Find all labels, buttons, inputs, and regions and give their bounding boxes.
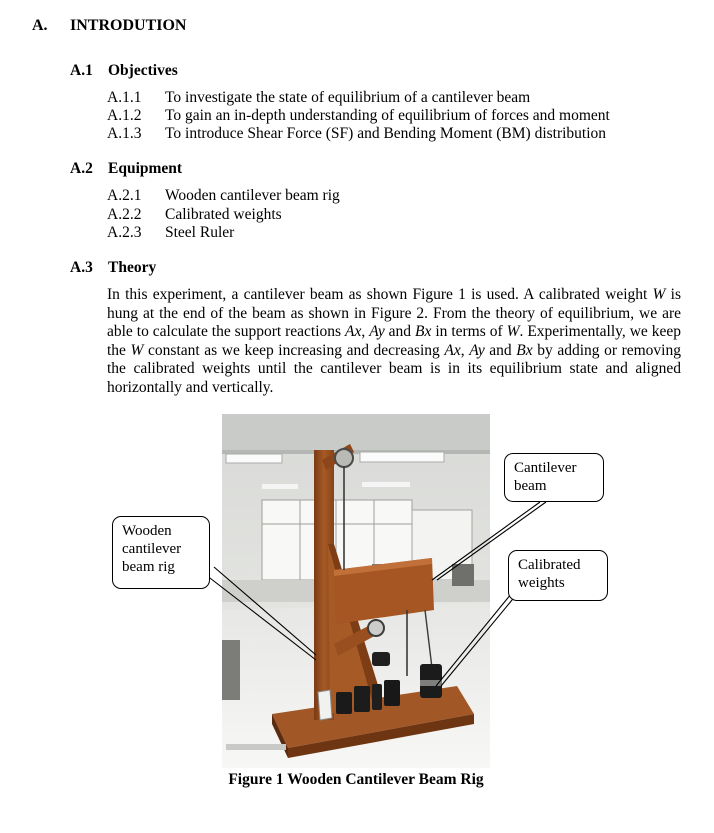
- symbol-w: W: [652, 286, 666, 303]
- section-letter: A.: [32, 17, 48, 34]
- callout-rig: Wooden cantilever beam rig: [112, 516, 210, 589]
- theory-text: In this experiment, a cantilever beam as shown Figure 1 is used. A calibrated weight: [107, 286, 653, 303]
- equipment-number: A.2: [70, 160, 93, 177]
- objectives-number: A.1: [70, 62, 93, 79]
- equipment-item-text: Steel Ruler: [165, 224, 235, 241]
- objective-item-number: A.1.2: [107, 107, 142, 124]
- symbol-w: W: [506, 323, 520, 341]
- section-title: INTRODUTION: [70, 17, 187, 34]
- theory-number: A.3: [70, 259, 93, 276]
- objectives-title: Objectives: [108, 62, 178, 79]
- theory-text: by adding or removing the calibrated weights until the cantilever beam is in its equilibrium state and aligned horizontally and vertically.: [107, 341, 681, 396]
- symbol-w: W: [130, 341, 144, 359]
- equipment-item-number: A.2.3: [107, 224, 142, 241]
- symbol-bx: Bx: [415, 323, 432, 341]
- theory-text: is hung at the end of the beam as shown in Figure 2. From the theory of equilibrium, we are able to calculate the support reactions: [107, 286, 681, 341]
- equipment-title: Equipment: [108, 160, 183, 177]
- theory-title: Theory: [108, 259, 157, 276]
- theory-text: . Experimentally, we keep the: [107, 323, 681, 359]
- theory-text: constant as we keep increasing and decreasing: [143, 341, 445, 359]
- equipment-item-text: Calibrated weights: [165, 206, 282, 223]
- theory-text: ,: [361, 323, 370, 341]
- equipment-item-number: A.2.2: [107, 206, 142, 223]
- objective-item-text: To introduce Shear Force (SF) and Bending Moment (BM) distribution: [165, 125, 607, 142]
- leader-line-weights: [436, 594, 511, 686]
- symbol-ax: Ax: [345, 323, 362, 341]
- objective-item-text: To investigate the state of equilibrium of a cantilever beam: [165, 89, 531, 106]
- theory-text: ,: [460, 341, 470, 359]
- leader-line-rig: [206, 575, 316, 660]
- objective-item-number: A.1.1: [107, 89, 142, 106]
- theory-text: in terms of: [431, 323, 507, 341]
- symbol-ay: Ay: [369, 323, 385, 341]
- theory-text: and: [384, 323, 416, 341]
- objective-item-text: To gain an in-depth understanding of equilibrium of forces and moment: [165, 107, 610, 124]
- figure-caption: Figure 1 Wooden Cantilever Beam Rig: [228, 771, 484, 788]
- leader-line-weights: [441, 594, 517, 686]
- equipment-item-text: Wooden cantilever beam rig: [165, 187, 340, 204]
- symbol-bx: Bx: [516, 341, 533, 359]
- theory-text: and: [484, 341, 517, 359]
- leader-line-rig: [214, 567, 316, 655]
- callout-beam: Cantilever beam: [504, 453, 604, 502]
- symbol-ax: Ax: [444, 341, 461, 359]
- objective-item-number: A.1.3: [107, 125, 142, 142]
- symbol-ay: Ay: [469, 341, 485, 359]
- equipment-item-number: A.2.1: [107, 187, 142, 204]
- callout-weights: Calibrated weights: [508, 550, 608, 601]
